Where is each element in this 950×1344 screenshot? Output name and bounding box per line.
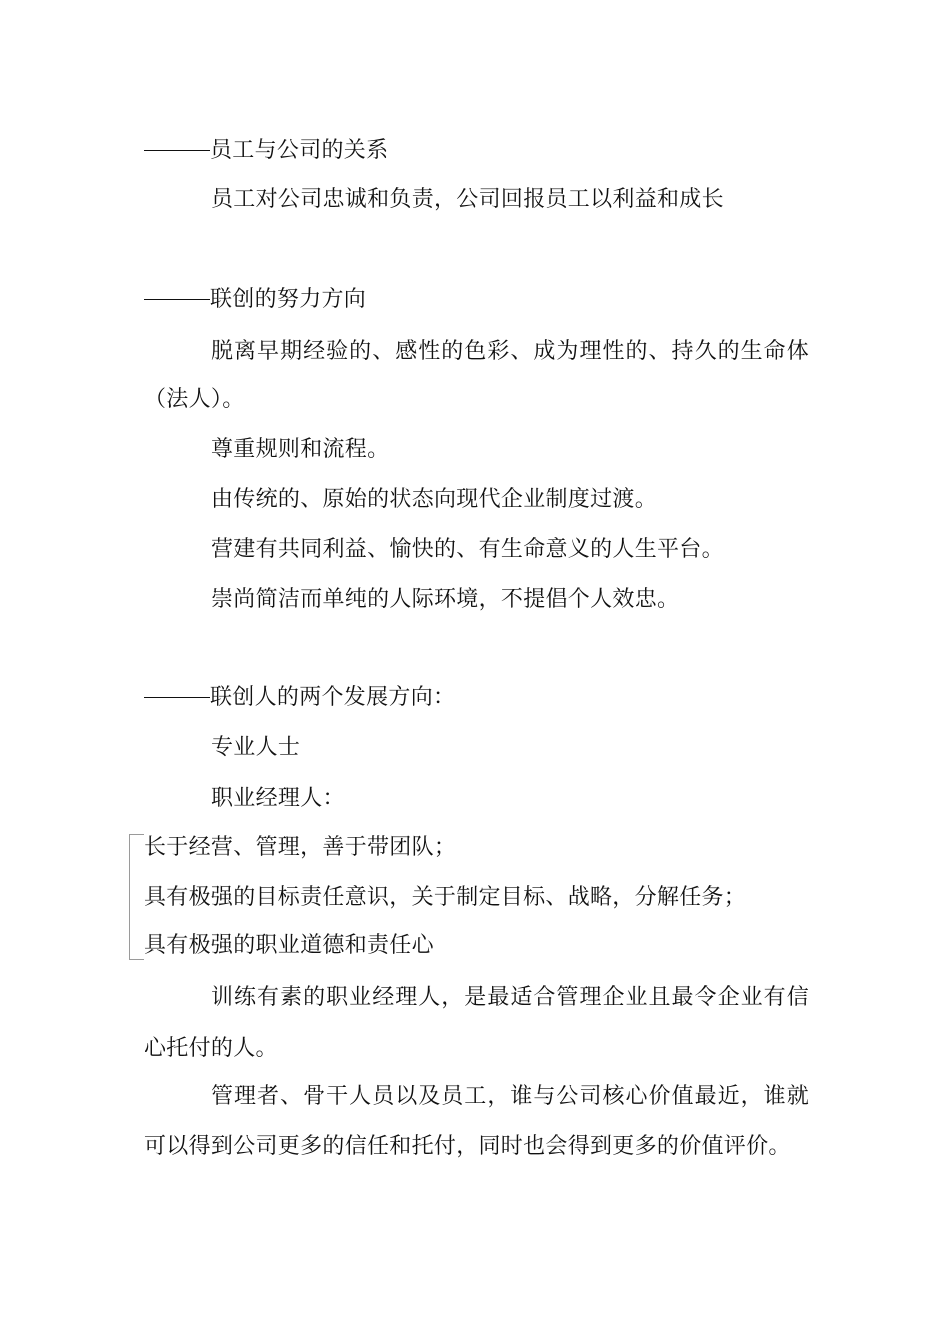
em-dash-rule: [144, 150, 210, 151]
paragraph-continuation: 心托付的人。: [144, 1036, 278, 1061]
section-heading: [144, 286, 809, 314]
paragraph: 尊重规则和流程。: [211, 437, 390, 462]
paragraph-continuation: （法人）。: [144, 387, 245, 412]
paragraph: 脱离早期经验的、感性的色彩、成为理性的、持久的生命体: [211, 339, 809, 364]
section-heading: [144, 137, 809, 165]
list-item: 具有极强的职业道德和责任心: [144, 933, 434, 958]
paragraph: 职业经理人：: [211, 786, 345, 811]
heading-text: 联创的努力方向: [210, 287, 367, 312]
heading-text: 员工与公司的关系: [210, 138, 389, 163]
paragraph-continuation: 可以得到公司更多的信任和托付，同时也会得到更多的价值评价。: [144, 1134, 791, 1159]
paragraph: 管理者、骨干人员以及员工，谁与公司核心价值最近，谁就: [211, 1084, 809, 1109]
heading-text: 联创人的两个发展方向：: [210, 685, 456, 710]
paragraph: 训练有素的职业经理人，是最适合管理企业且最令企业有信: [211, 985, 809, 1010]
em-dash-rule: [144, 299, 210, 300]
paragraph: 营建有共同利益、愉快的、有生命意义的人生平台。: [211, 537, 724, 562]
list-item: 长于经营、管理，善于带团队；: [144, 835, 457, 860]
paragraph: 专业人士: [211, 735, 301, 760]
list-item: 具有极强的目标责任意识，关于制定目标、战略，分解任务；: [144, 885, 747, 910]
list-bracket: [129, 834, 144, 960]
em-dash-rule: [144, 697, 210, 698]
paragraph: 崇尚简洁而单纯的人际环境，不提倡个人效忠。: [211, 587, 680, 612]
section-heading: [144, 684, 809, 712]
paragraph: 由传统的、原始的状态向现代企业制度过渡。: [211, 487, 658, 512]
paragraph: 员工对公司忠诚和负责，公司回报员工以利益和成长: [211, 187, 724, 212]
